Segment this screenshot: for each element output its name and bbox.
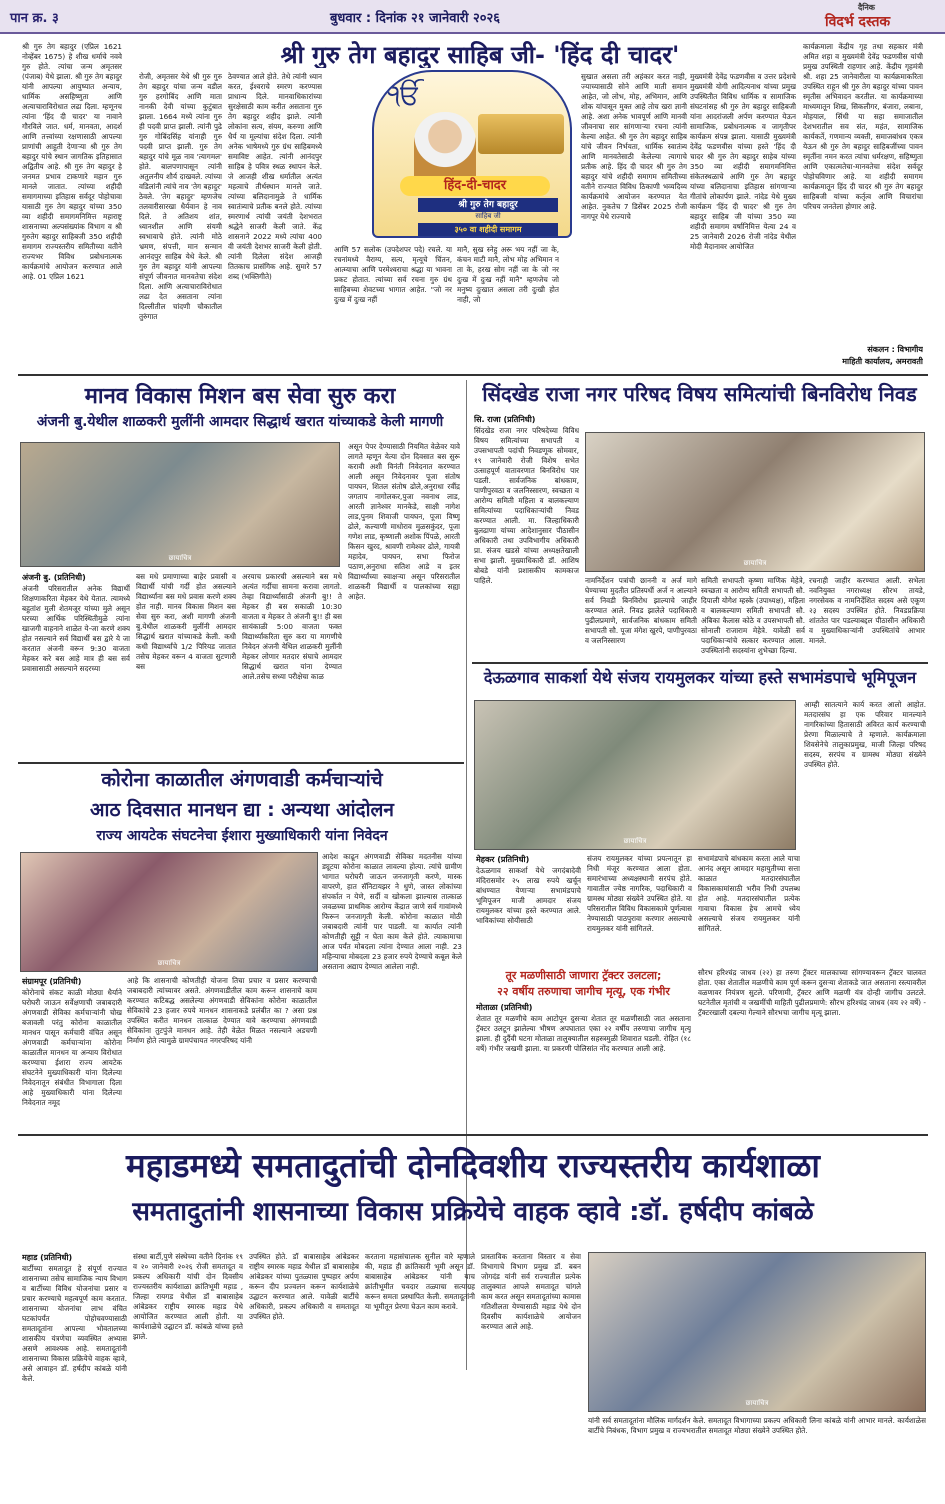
story2-photo-caption: छायाचित्र	[168, 554, 192, 562]
story5-subhead: राज्य आयटेक संघटनेचा ईशारा मुख्याधिकारी यांना निवेदन	[96, 828, 388, 844]
story1-column-3: ठेवण्यात आले होते. तेथे त्यांनी ध्यान करत, ईश्वराचे स्मरण करण्यास प्राधान्य दिले. मानवाधिकारांच्या सुरक्षेसाठी काम करीत असताना गुरु तेग बहादुर शहीद झाले. त्यांनी लोकांना सत्य, संयम, करुणा आणि धैर्य या मूल्यांचा संदेश दिला. त्यांनी अनेक भाषेमध्ये गुरु ग्रंथ साहिबमध्ये समाविष्ट आहेत. त्यांनी आनंदपुर साहिब हे पवित्र स्थळ स्थापन केले. जे आजही शीख धर्मातील अत्यंत महत्वाचे तीर्थस्थान मानले जाते. त्यांच्या बलिदानामुळे ते धार्मिक स्वातंत्र्याचे प्रतीक बनले होते. त्यांच्या स्मरणार्थ त्यांची जयंती देशभरात श्रद्धेने साजरी केली जाते. केंद्र शासनाने 2022 मध्ये त्यांचा 400 वी जयंती देशभर साजरी केली होती. त्यांनी दिलेला संदेश आजही तितकाच प्रासंगिक आहे. सुमारे 57 शब्द (भक्तिगीते)	[228, 72, 322, 281]
story7-column-5: प्रास्ताविक करताना विस्तार व सेवा विभागाचे विभाग प्रमुख डॉ. बबन जोगदंड यांनी सर्व राज्यातील प्रत्येक तालुक्यात आपले समतादूत चांगले काम करत असून समतादूतांच्या कामास गतिशीलता येण्यासाठी महाड येथे दोन दिवसीय कार्यशाळेचे आयोजन करण्यात आले आहे.	[481, 1252, 581, 1331]
story4-column-4: आम्ही सातत्याने कार्य करत आलो आहोत. मतदारसंघ हा एक परिवार मानल्याने नागरिकांच्या हितासाठी अविरत कार्य करण्याची प्रेरणा मिळाल्याचे ते म्हणाले. कार्यक्रमाला शिवसेनेचे तालुकाप्रमुख, माजी जिल्हा परिषद सदस्य, सरपंच व ग्रामस्थ मोठ्या संख्येने उपस्थित होते.	[804, 700, 926, 769]
story5-photo-caption: छायाचित्र	[157, 959, 181, 967]
story6-headline-1: तूर मळणीसाठी जाणारा ट्रॅक्टर उलटला;	[505, 969, 662, 982]
story3-column-4: रचनाही जाहीर करण्यात आली. सभेला नवनियुक्त नगराध्यक्ष सौरभ तायडे, नगरसेवक व नामनिर्देशित सदस्य असे एकूण २३ सदस्य उपस्थित होते. निवडप्रक्रिया शांततेत पार पडल्याबद्दल पीठासीन अधिकारी व मुख्याधिकाऱ्यांनी उपस्थितांचे आभार मानले.	[809, 576, 925, 645]
paper-tagline: दैनिक	[858, 3, 875, 12]
story2-column-2: बस मधे प्रमाणाच्या बाहेर प्रवासी व विद्यार्थी यांची गर्दी होत असल्याने विद्यार्थ्यांना बस मधे प्रवास करणे शक्य होत नाही. मानव विकास मिशन बस सेवा सुरु करा, अशी मागणी अंजनी बु.येथील शाळकरी मुलींनी आमदार सिद्धार्थ खरात यांच्याकडे केली. कधी कधी विद्यार्थ्यांचे 1/2 पिरियड जातात तसेच मेहकर वरून 4 वाजता सुटणारी बस	[136, 572, 236, 671]
story7-headline-2: समतादुतांनी शासनाच्या विकास प्रक्रियेचे वाहक व्हावे :डॉ. हर्षदीप कांबळे	[132, 1197, 814, 1227]
story6-column-2: सौरभ हरिश्चंद्र जाधव (२२) हा तरुण ट्रॅक्टर मालकाच्या सांगण्यावरून ट्रॅक्टर चालवत होता. एका शेतातील मळणीचे काम पूर्ण करून दुसऱ्या शेताकडे जात असताना रस्त्यावरील वळणावर नियंत्रण सुटले. परिणामी, ट्रॅक्टर आणि मळणी यंत्र दोन्ही जागीच उलटले. घटनेतील मृतांची व जखमींची माहिती पुढीलप्रमाणे: सौरभ हरिश्चंद्र जाधव (वय २२ वर्षे) - ट्रॅक्टरखाली दबल्या गेल्याने सौरभचा जागीच मृत्यू झाला.	[698, 968, 926, 1017]
story2-column-4: असून पेपर देण्यासाठी नियमित वेळेवर यावे लागते म्हणून येत्या दोन दिवसात बस सुरू करावी अशी विनंती निवेदनात करण्यात आली असून निवेदनावर पूजा संतोष पायघन, शितल संतोष ढोले,अनुराधा रवींद्र जगताप नागोलकर,पुजा नवनाथ लाड, आरती ज्ञानेश्वर मानकेडे, साक्षी नागेश लाड,पुनम शिवाजी पायघन, पूजा विष्णू ढोले, कल्याणी माधोराव मुळसकुंदर, पूजा गणेश लाड, कृष्णाली अशोक पिंपळे, आरती किसन खुरद, श्रावणी रामेश्वर ढोले, गायत्री महादेव, पायघन, सभा फिरोज पठाण,अनुराधा सतिश आडे व इतर विद्यार्थ्यांच्या स्वाक्षऱ्या असून परिसरातील शाळकरी विद्यार्थी व पालकांच्या सह्या आहेत.	[348, 442, 460, 601]
khanda-icon: ੴ	[386, 78, 422, 111]
story7-column-2: संस्था बार्टी,पुणे संस्थेच्या वतीने दिनांक १९ व २० जानेवारी २०२६ रोजी समतादूत व प्रकल्प अधिकारी यांची दोन दिवसीय राज्यस्तरीय कार्यशाळा क्रांतिभूमी महाड , जिल्हा रायगड येथील डॉ बाबासाहेब आंबेडकर राष्ट्रीय स्मारक महाड येथे आयोजित करण्यात आली होती. या कार्यशाळेचे उद्घाटन डॉ. कांबळे यांच्या हस्ते झाले.	[133, 1252, 243, 1341]
story4-column-1: देऊळगाव साकर्शा येथे जगदंबादेवी मंदिरासमोर २५ लाख रुपये खर्चून बांधण्यात येणाऱ्या सभामंडपाचे भूमिपूजन माजी आमदार संजय रायमुलकर यांच्या हस्ते करण्यात आले. भाविकांच्या सोयीसाठी	[476, 866, 581, 925]
poster-title: हिंद-दी-चादर	[400, 176, 550, 196]
page-header	[0, 0, 945, 34]
story7-byline: महाड (प्रतिनिधी)	[22, 1253, 73, 1262]
story5-column-2: आहे कि शासनाची कोणतीही योजना तिचा प्रचार व प्रसार करण्याची जबाबदारी त्यांच्यावर असते. अंगणवाडीतील काम करून शासनाचे काम करण्यात कटिबद्ध असलेल्या अंगणवाडी सेविकांना कोरोना काळातील सेविकांचे 23 हजार रुपये मानधन शासनाकडे प्रलंबीत का ? असा प्रश्न उपस्थित करीत मानधन तात्काळ देण्यात यावे करण्याचा अंगणवाडी सेविकांना तुटपुंजे मानधन आहे. तेही वेळेत मिळत नसल्याने अडचणी निर्माण होते त्यामुळे ग्रामपंचायत नगरपरिषद यांनी	[127, 976, 317, 1045]
story1-column-2: रोजी, अमृतसर येथे श्री गुरु गुरु तेग बहादुर यांचा जन्म वडील गुरु हरगोबिंद आणि माता नानकी देवी यांच्या कुटुंबात झाला. 1664 मध्ये त्यांना गुरु ही पदवी प्राप्त झाली. त्यांनी पुढे गुरु गोबिंदसिंह यांनाही गुरु पदवी प्राप्त झाली. गुरु तेग बहादुर यांचे मूळ नाव 'त्यागमल' होते. बालपणापासून त्यांनी अतुलनीय शौर्य दाखवले. त्यांच्या वडिलांनी त्यांचे नाव 'तेग बहादुर' ठेवले. 'तेग बहादुर' म्हणजेच तलवारीसारखा धैर्यवान हे नाव दिले. ते अतिशय शांत, ध्यानशील आणि संयमी स्वभावाचे होते. त्यांनी मोठे भ्रमण, संपत्ती, मान सन्मान आनंदपुर साहिब येथे केले. श्री गुरु तेग बहादुर यांनी आपल्या संपूर्ण जीवनात मानवतेचा संदेश दिला. आणि अत्याचाराविरोधात लढा देत असताना त्यांना दिल्लीतील चांदणी चौकातील तुरुंगात	[139, 72, 222, 321]
story5-headline-1: कोरोना काळातील अंगणवाडी कर्मचाऱ्यांचे	[101, 769, 383, 791]
story4-photo-caption: छायाचित्र	[623, 837, 647, 845]
story6-column-1: शेतात तूर मळणीचे काम आटोपून दुसऱ्या शेतात तूर मळणीसाठी जात असताना ट्रॅक्टर उलटून झालेल्या भीषण अपघातात एका २२ वर्षीय तरुणाचा जागीच मृत्यू झाला. ही दुर्दैवी घटना मोताळा तालुक्यातील सहस्त्रमुळी शिवारात घडली. रोहित (१८ वर्षे) गंभीर जखमी झाला. या प्रकरणी पोलिसांत नोंद करण्यात आली आहे.	[476, 1014, 691, 1053]
story1-column-7: मुख्यमंत्री देवेंद्र फडणवीस व उत्तर प्रदेशचे मुख्यमंत्री योगी आदित्यनाथ यांच्या प्रमुख उपस्थितीत विविध धार्मिक व सामाजिक संघटनांसह श्री गुरु तेग बहादुर साहिबजी यांना आदरांजली अर्पण करण्यात येऊन सामाजिक, प्रबोधनात्मक व जागृतीपर कार्यक्रम संपन्न झाला. यासाठी मुख्यमंत्री देवेंद्र फडणवीस यांच्या हस्ते 'हिंद दी चादर श्री गुरु तेग बहादुर साहेब यांच्या 350 व्या शहीदी समागमनिमित्त संकेतस्थळाचे आणि गुरु तेग बहादुर यांच्या बलिदानाचा इतिहास सांगणाऱ्या गीतांचे लोकार्पण झाले. नांदेड येथे मुख्य कार्यक्रम 'हिंद दी चादर' श्री गुरु तेग बहादुर साहिब जी यांच्या 350 व्या शहीदी समागम वर्षानिमित्त येत्या 24 व 25 जानेवारी 2026 रोजी नांदेड येथील मोदी मैदानावर आयोजित	[690, 72, 796, 251]
story1-column-1: श्री गुरु तेग बहादुर (एप्रिल 1621 नोव्हेंबर 1675) हे शीख धर्माचे नववे गुरु होते. त्यांचा जन्म अमृतसर (पंजाब) येथे झाला. श्री गुरु तेग बहादुर यांनी आपल्या आयुष्यात अन्याय, धार्मिक असहिष्णुता आणि अत्याचाराविरोधात लढा दिला. म्हणूनच त्यांना 'हिंद दी चादर' या नावाने गौरविले जात. धर्म, मानवता, आदर्श आणि तत्त्वांच्या रक्षणासाठी आपल्या प्राणांची आहुती देणाऱ्या श्री गुरु तेग बहादुर यांचे स्थान जागतिक इतिहासात अद्वितीय आहे. श्री गुरु तेग बहादुर हे जनमत प्रभाव टाकणारे महान गुरु मानले जातात. त्यांच्या शहीदी समागमाच्या इतिहास सर्वदूर पोहोचावा यासाठी गुरु तेग बहादुर यांच्या 350 व्या शहीदी समागमनिमित्त महाराष्ट्र शासनाच्या अल्पसंख्यांक विभाग व श्री गुरुतेग बहादुर साहिबजी 350 शहीदी समागम राज्यस्तरीय समितीच्या वतीने राज्यभर विविध प्रबोधनात्मक कार्यक्रमांचे आयोजन करण्यात आले आहे. 01 एप्रिल 1621	[22, 42, 122, 281]
story3-column-2: नामनिर्देशन पत्रांची छाननी व अर्ज मागे घेण्याच्या मुदतीत प्रतिस्पर्धी अर्ज न आल्याने सर्व निवडी बिनविरोध झाल्याचे जाहीर करण्यात आले. निवड झालेले पदाधिकारी पुढीलप्रमाणे, सार्वजनिक बांधकाम समिती सभापती सौ. पूजा मंगेश खुरपे, पाणीपुरवठा व जलनिस्सारण	[585, 576, 697, 645]
story6-byline: मोताळा (प्रतिनिधी)	[476, 1003, 533, 1012]
guru-portrait-icon	[414, 112, 476, 182]
poster-subtitle: श्री गुरु तेग बहादुर	[418, 198, 558, 212]
story1-column-6: सुखात असला तरी अहंकार करत नाही, ज्याच्यासाठी सोने आणि माती समान आहेत, जो लोभ, मोह, अभिमान, आणि शोक यांपासून मुक्त आहे तोच खरा ज्ञानी आहे. अशा अनेक भावपूर्ण आणि मानवी जीवनाचा सार सांगणाऱ्या रचना त्यांनी केल्या आहेत. श्री गुरु तेग बहादुर साहिब यांचे जीवन निर्भयता, धार्मिक स्वातंत्र्य आणि मानवतेसाठी केलेल्या त्यागाचे प्रतीक आहे. हिंद दी चादर श्री गुरु तेग बहादुर यांचे शहीदी समागम समितीच्या वतीने राज्यात विविध ठिकाणी भव्यदिव्य कार्यक्रमांचे आयोजन करण्यात येत आहेत. नुकतेच 7 डिसेंबर 2025 रोजी नागपूर येथे राज्याचे	[581, 72, 687, 221]
story7-column-3: उपस्थित होते. डॉ बाबासाहेब आंबेडकर राष्ट्रीय स्मारक महाड येथील डॉ बाबासाहेब आंबेडकर यांच्या पुतळ्यास पुष्पहार अर्पण करून दीप प्रज्वलन करून कार्यशाळेचे उद्घाटन करण्यात आले. यावेळी बार्टीचे अधिकारी, प्रकल्प अधिकारी व समतादूत उपस्थित होते.	[249, 1252, 359, 1321]
story2-column-3: अरयाच प्रकारची असल्याने बस मधे अत्यंत गर्दीचा सामना करावा लागतो. तेव्हा विद्यार्थ्यांसाठी अंजनी बु!! ते मेहकर ही बस सकाळी 10:30 वाजता व मेहकर ते अंजनी बु!! ही बस सायंकाळी 5:00 वाजता फक्त विद्यार्थ्यांकरिता सुरु करा या मागणीचे निवेदन अंजनी येथिल शाळकरी मुलींनी मेहकर लोणार मतदार संघाचे आमदार सिद्धार्थ खरात यांना देण्यात आले.तसेच सध्या परीक्षेचा काळ	[242, 572, 342, 681]
story7-column-4: करताना महासंचालक सुनील वारे म्हणाले की, महाड ही क्रांतिकारी भूमी असून डॉ. बाबासाहेब आंबेडकर यांनी याच क्रांतीभूमीत चवदार तळ्याचा सत्याग्रह करून समता प्रस्थापित केली. समतादूतांनी या भूमीतून प्रेरणा घेऊन काम करावे.	[365, 1252, 475, 1311]
story5-byline: संग्रामपूर (प्रतिनिधी)	[22, 977, 82, 986]
story6-headline-2: २२ वर्षीय तरुणाचा जागीच मृत्यू, एक गंभीर	[497, 985, 670, 998]
story4-column-2: संजय रायमुलकर यांच्या प्रयत्नातून हा निधी मंजूर करण्यात आला होता. समारंभाच्या अध्यक्षस्थानी सरपंच होते. गावातील ज्येष्ठ नागरिक, पदाधिकारी व ग्रामस्थ मोठ्या संख्येने उपस्थित होते. या परिसरातील विविध विकासकामे पूर्णत्वास नेण्यासाठी पाठपुरावा करणार असल्याचे रायमुलकर यांनी सांगितले.	[587, 854, 692, 933]
story2-subhead: अंजनी बु.येथील शाळकरी मुलींनी आमदार सिद्धार्थ खरात यांच्याकडे केली मागणी	[36, 414, 444, 430]
gurudwara-icon	[478, 114, 564, 154]
issue-date: बुधवार : दिनांक २१ जानेवारी २०२६	[330, 11, 501, 26]
story5-column-1: कोरोनाचे संकट काळी मोठ्या धैर्याने घरोघरी जाऊन सर्वेक्षणाची जबाबदारी अंगणवाडी सेविका कर्मचाऱ्यांनी चोख बजावली परंतु कोरोना काळातील मानधन पासून कर्मचारी वंचित असून अंगणवाडी कर्मचाऱ्यांना कोरोना काळातील मानधन या अन्याय विरोधात करण्याचा ईशारा राज्य आयटेक संघटनेने मुख्याधिकारी यांना दिलेल्या निवेदनातून संबंधीत विभागाला दिला आहे मुख्याधिकारी यांना दिलेल्या निवेदनात नमूद	[22, 988, 122, 1107]
story1-column-4: आणि 57 सलोक (उपदेशपर पदे) रचले. या रचनांमध्ये वैराग्य, सत्य, मृत्यूचे चिंतन, आत्म्याचा आणि परमेश्वराचा श्रद्धा या भावना प्रकट होतात. त्यांच्या सर्व रचना गुरु ग्रंथ साहिबच्या शेवटच्या भागात आहेत. "जो नर दुःख में दुःख नहीं	[334, 245, 452, 304]
poster-subtitle-2: साहिब जी	[475, 212, 501, 220]
story3-byline: सि. राजा (प्रतिनिधी)	[474, 415, 536, 424]
story7-photo	[588, 1252, 926, 1412]
story1-column-5: मानै, सुख स्नेहु अरू भय नहीं जा के, कंचन माटी मानै, लोभ मोह अभिमान न ता के, हरख सोग नहीं जा के जो नर दुःख में दुःख नहीं मानै" म्हणजेच जो मनुष्य दुःखात असला तरी दुःखी होत नाही, जो	[457, 245, 559, 304]
story1-column-8: कार्यक्रमाला केंद्रीय गृह तथा सहकार मंत्री अमित शहा व मुख्यमंत्री देवेंद्र फडणवीस यांची प्रमुख उपस्थिती राहणार आहे. केंद्रीय गृहमंत्री श्री. शहा 25 जानेवारीला या कार्यक्रमाकरिता उपस्थित राहून श्री गुरु तेग बहादुर यांच्या पावन स्मृतीस अभिवादन करतील. या कार्यक्रमाच्या माध्यमातून शिख, सिकलीगर, बंजारा, लबाना, मोहयाल, सिंधी या सहा समाजातील देशभरातील सव संत, महंत, सामाजिक कार्यकर्ते, गणमान्य व्यक्ती, समाजबांधव एकत्र येऊन श्री गुरु तेग बहादुर साहिबजींच्या पावन स्मृतींना नमन करत त्यांचा धर्मरक्षण, सहिष्णुता आणि एकात्मतेचा-मानवतेचा संदेश सर्वदूर पोहोचविणार आहे. या शहीदी समागम कार्यक्रमातून हिंद दी चादर श्री गुरु तेग बहादुर साहिबजी यांच्या कर्तृत्व आणि विचारांचा परिचय जनतेला होणार आहे.	[803, 42, 923, 211]
story4-headline: देऊळगाव साकर्शा येथे संजय रायमुलकर यांच्या हस्ते सभामंडपाचे भूमिपूजन	[483, 668, 917, 687]
story3-photo	[585, 432, 925, 572]
poster-line: ३५० वा शहीदी समागम	[418, 223, 558, 237]
page-number: पान क्र. ३	[10, 11, 59, 26]
story4-photo	[474, 700, 796, 850]
story1-credit-office: माहिती कार्यालय, अमरावती	[842, 357, 923, 366]
story5-headline-2: आठ दिवसात मानधन द्या : अन्यथा आंदोलन	[90, 799, 394, 821]
story7-headline-1: महाडमध्ये समतादुतांची दोनदिवशीय राज्यस्तरीय कार्यशाळा	[126, 1146, 820, 1185]
story2-headline: मानव विकास मिशन बस सेवा सुरु करा	[84, 384, 396, 409]
story5-column-3: आदेश काढून अंगणवाडी सेविका मदतनीस यांच्या ड्यूटया कोरोना काळात लावल्या होत्या. त्यांचे ग्रामीण भागात घरोघरी जाऊन जनजागृती करणे, मास्क वापरणे, हात सॅनिटायझर ने धुणे, जास्त लोकांच्या संपर्कात न येणे, सर्दी व खोकला झाल्यास तात्काळ जवळच्या प्राथमिक आरोग्य केंद्रात जाणे सर्व गावांमध्ये फिरून जनजागृती केली. कोरोना काळात मोठी जबाबदारी त्यांनी पार पाडली. या कार्यात त्यांनी कोणतीही सुट्टी न घेता काम केले होते. त्याकामाचा आज पर्यंत मोबदला त्यांना देण्यात आला नाही. 23 महिन्याचा मोबदला 23 हजार रुपये देण्याचे कबूल केले असताना अद्याप देण्यात आलेला नाही.	[322, 852, 462, 971]
paper-name: विदर्भ दस्तक	[825, 14, 891, 30]
story1-credit-label: संकलन : विभागीय	[867, 345, 923, 354]
story2-column-1: अंजनी परिसरातील अनेक विद्यार्थी शिक्षणाकरिता मेहकर येथे येतात. त्यामध्ये बहुतांश मुली शेतमजूर यांच्या मुले असून घरच्या आर्थिक परिस्थितीमुळे त्यांना खाजगी वाहनाने शाळेत ये-जा करणे शक्य होत नसल्याने सर्व विद्यार्थी बस द्वारे ये जा करतात अंजनी वरून 9:30 वाजता मेहकर करे बस आहे मात्र ही बस सर्व प्रवासासाठी असल्याने सदरच्या	[22, 584, 130, 673]
story3-column-3: समिती सभापती कृष्णा माणिक मेहेत्रे, स्वच्छता व आरोग्य समिती सभापती सौ. दिपाली योगेश म्हस्के (उपाध्यक्ष), महिला व बालकल्याण समिती सभापती सौ. अंबिका कैलास कोठे व उपसभापती सौ. सोनाली राजाराम मेहेत्रे. यावेळी सर्व पदाधिकाऱ्यांचे सत्कार करण्यात आला. उपस्थितांनी सदस्यांना शुभेच्छा दिल्या.	[701, 576, 805, 655]
poster-image	[372, 70, 572, 238]
story7-column-1: बार्टीच्या समतादूत हे संपूर्ण राज्यात शासनाच्या तसेच सामाजिक न्याय विभाग व बार्टीच्या विविध योजनांचा प्रसार व प्रचार करण्याचे महत्वपूर्ण काम करतात. शासनाच्या योजनांचा लाभ वंचित घटकांपर्यंत पोहोचवण्यासाठी समतादूतांना आपल्या भोवतालच्या शासकीय यंत्रणेचा व्यवस्थित अभ्यास असणे आवश्यक आहे. समतादूतांनी शासनाच्या विकास प्रक्रियेचे वाहक व्हावे, असे आवाहन डॉ. हर्षदीप कांबळे यांनी केले.	[22, 1264, 127, 1383]
story7-photo-caption: छायाचित्र	[745, 1399, 769, 1407]
story3-headline: सिंदखेड राजा नगर परिषद विषय समित्यांची बिनविरोध निवड	[482, 382, 917, 406]
story7-column-6: यांनी सर्व समतादूतांना मौलिक मार्गदर्शन केले. समतादूत विभागाच्या प्रकल्प अधिकारी लिना कांबळे यांनी आभार मानले. कार्यशाळेस बार्टीचे निबंधक, विभाग प्रमुख व राज्यभरातील समतादूत मोठ्या संख्येने उपस्थित होते.	[588, 1416, 926, 1435]
story3-column-1: सिंदखेड राजा नगर परिषदेच्या विविध विषय समित्यांच्या सभापती व उपसभापती पदांची निवडणूक सोमवार, १९ जानेवारी रोजी विशेष सभेत उत्साहपूर्ण वातावरणात बिनविरोध पार पडली. सार्वजनिक बांधकाम, पाणीपुरवठा व जलनिस्सारण, स्वच्छता व आरोग्य समिती महिला व बालकल्याण समित्यांच्या पदाधिकाऱ्यांची निवड करण्यात आली. मा. जिल्हाधिकारी बुलढाणा यांच्या आदेशानुसार पीठासीन अधिकारी तथा उपविभागीय अधिकारी प्रा. संजय खडसे यांच्या अध्यक्षतेखाली सभा झाली. मुख्याधिकारी डॉ. आशिष बोबडे यांनी प्रशासकीय कामकाज पाहिले.	[474, 426, 579, 585]
story2-photo	[20, 442, 340, 567]
story4-column-3: सभामंडपाचे बांधकाम करता आले याचा आनंद असून आमदार महायुतीच्या सत्ता काळात मतदारसंघातील विकासकामांसाठी भरीव निधी उपलब्ध होत आहे. मतदारसंघातील प्रत्येक गावाचा विकास हेच आमचे ध्येय असल्याचे संजय रायमुलकर यांनी सांगितले.	[698, 854, 800, 933]
story5-photo	[20, 852, 318, 972]
story1-headline: श्री गुरु तेग बहादुर साहिब जी- 'हिंद दी चादर'	[280, 41, 680, 68]
story3-photo-caption: छायाचित्र	[743, 559, 767, 567]
story2-byline: अंजनी बु. (प्रतिनिधी)	[22, 573, 86, 582]
story4-byline: मेहकर (प्रतिनिधी)	[476, 855, 530, 864]
